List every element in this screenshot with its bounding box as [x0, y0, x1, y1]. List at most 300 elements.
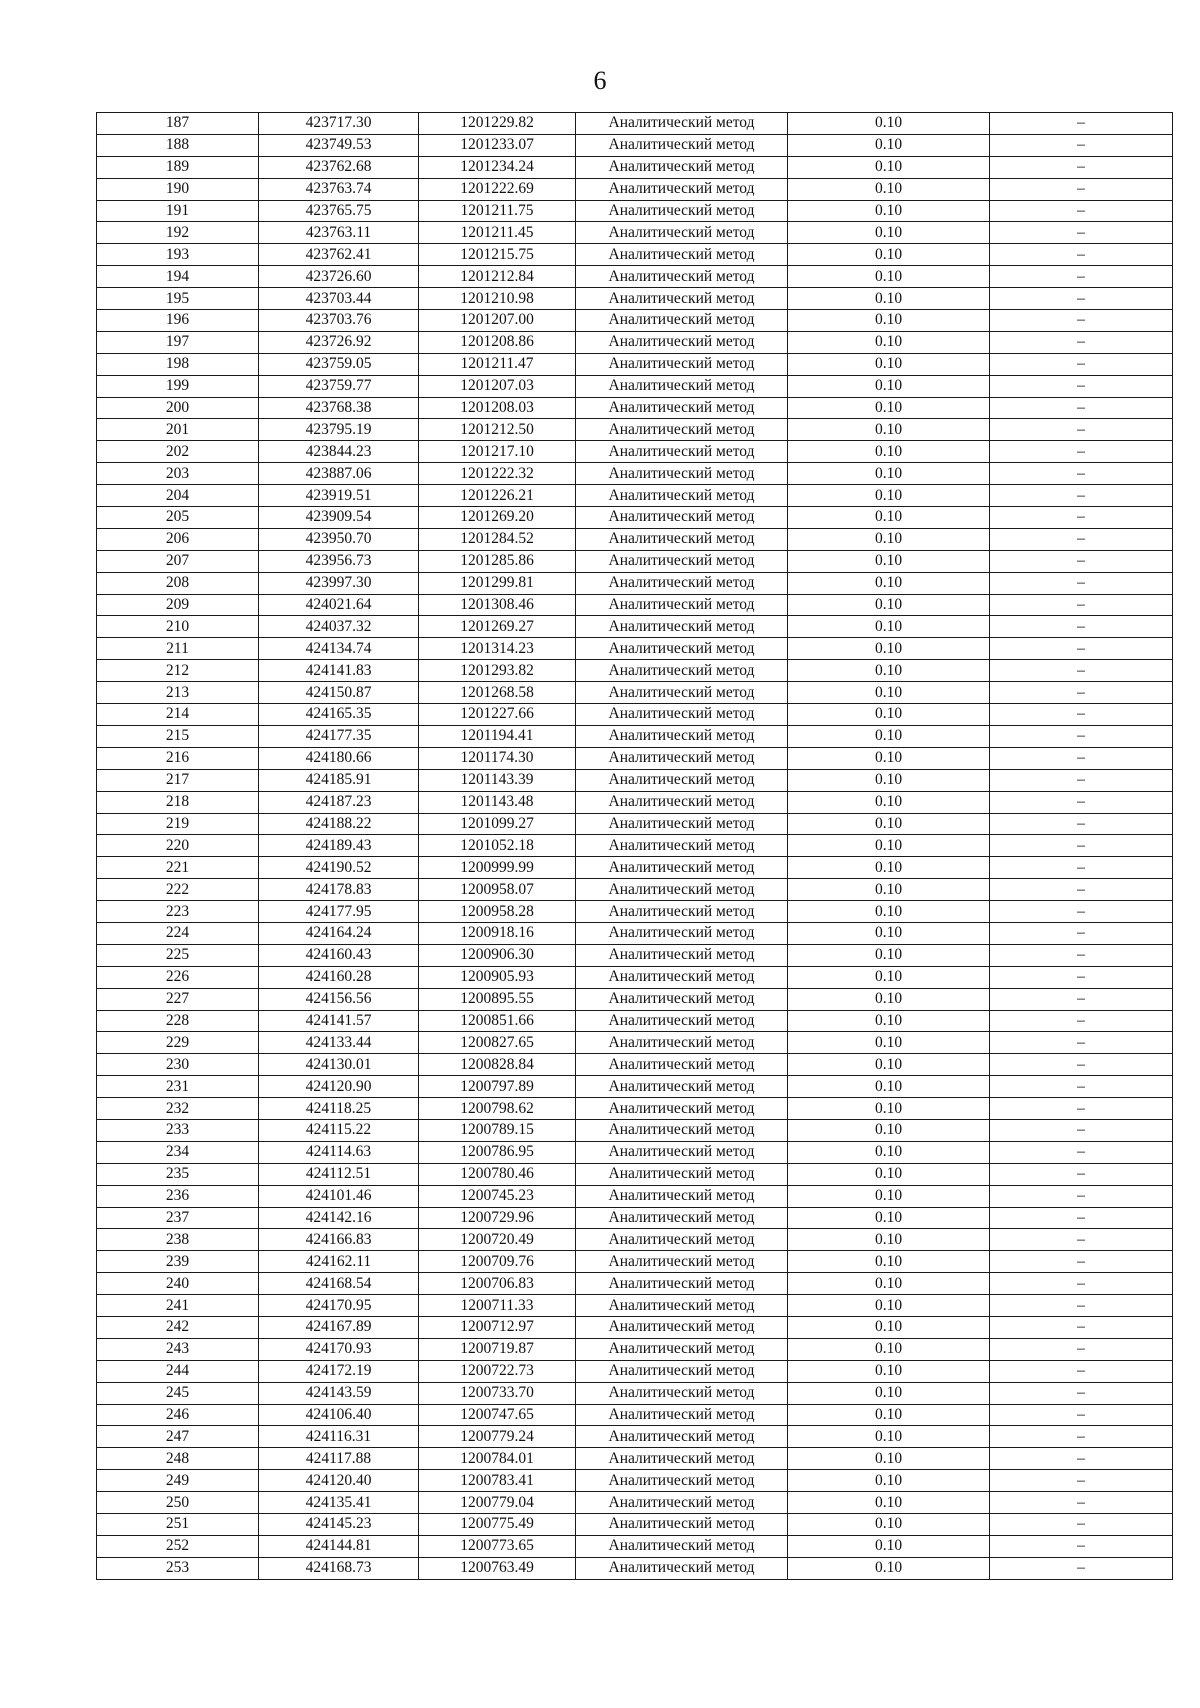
y-coordinate-cell: 1200828.84 — [419, 1054, 576, 1076]
table-row — [97, 682, 1173, 704]
y-coordinate-cell: 1201208.86 — [419, 331, 576, 353]
accuracy-cell: 0.10 — [788, 1448, 990, 1470]
accuracy-cell: 0.10 — [788, 572, 990, 594]
method-cell: Аналитический метод — [576, 397, 788, 419]
note-cell: – — [990, 1273, 1173, 1295]
method-cell: Аналитический метод — [576, 441, 788, 463]
y-coordinate-cell: 1200958.28 — [419, 901, 576, 923]
y-coordinate-cell: 1200763.49 — [419, 1557, 576, 1579]
x-coordinate-cell: 424180.66 — [259, 747, 419, 769]
x-coordinate-cell: 424160.43 — [259, 944, 419, 966]
y-coordinate-cell: 1200720.49 — [419, 1229, 576, 1251]
method-cell: Аналитический метод — [576, 572, 788, 594]
x-coordinate-cell: 424120.40 — [259, 1470, 419, 1492]
accuracy-cell: 0.10 — [788, 375, 990, 397]
method-cell: Аналитический метод — [576, 813, 788, 835]
point-number-cell: 228 — [97, 1010, 259, 1032]
table-row — [97, 310, 1173, 332]
table-row — [97, 507, 1173, 529]
point-number-cell: 236 — [97, 1185, 259, 1207]
y-coordinate-cell: 1201212.84 — [419, 266, 576, 288]
note-cell: – — [990, 988, 1173, 1010]
note-cell: – — [990, 222, 1173, 244]
accuracy-cell: 0.10 — [788, 1404, 990, 1426]
note-cell: – — [990, 507, 1173, 529]
note-cell: – — [990, 134, 1173, 156]
note-cell: – — [990, 353, 1173, 375]
point-number-cell: 204 — [97, 485, 259, 507]
method-cell: Аналитический метод — [576, 156, 788, 178]
accuracy-cell: 0.10 — [788, 791, 990, 813]
method-cell: Аналитический метод — [576, 638, 788, 660]
y-coordinate-cell: 1200918.16 — [419, 922, 576, 944]
method-cell: Аналитический метод — [576, 1514, 788, 1536]
note-cell: – — [990, 1229, 1173, 1251]
y-coordinate-cell: 1201210.98 — [419, 288, 576, 310]
accuracy-cell: 0.10 — [788, 266, 990, 288]
table-row — [97, 244, 1173, 266]
point-number-cell: 250 — [97, 1492, 259, 1514]
point-number-cell: 191 — [97, 200, 259, 222]
table-row — [97, 134, 1173, 156]
x-coordinate-cell: 424187.23 — [259, 791, 419, 813]
note-cell: – — [990, 1557, 1173, 1579]
accuracy-cell: 0.10 — [788, 901, 990, 923]
accuracy-cell: 0.10 — [788, 638, 990, 660]
x-coordinate-cell: 424142.16 — [259, 1207, 419, 1229]
y-coordinate-cell: 1201143.39 — [419, 769, 576, 791]
x-coordinate-cell: 423887.06 — [259, 463, 419, 485]
note-cell: – — [990, 1470, 1173, 1492]
accuracy-cell: 0.10 — [788, 1032, 990, 1054]
point-number-cell: 238 — [97, 1229, 259, 1251]
x-coordinate-cell: 424168.54 — [259, 1273, 419, 1295]
x-coordinate-cell: 424112.51 — [259, 1163, 419, 1185]
table-row — [97, 857, 1173, 879]
accuracy-cell: 0.10 — [788, 528, 990, 550]
note-cell: – — [990, 1185, 1173, 1207]
y-coordinate-cell: 1201211.75 — [419, 200, 576, 222]
accuracy-cell: 0.10 — [788, 1098, 990, 1120]
table-row — [97, 288, 1173, 310]
accuracy-cell: 0.10 — [788, 419, 990, 441]
x-coordinate-cell: 424150.87 — [259, 682, 419, 704]
note-cell: – — [990, 1338, 1173, 1360]
y-coordinate-cell: 1201222.69 — [419, 178, 576, 200]
x-coordinate-cell: 424116.31 — [259, 1426, 419, 1448]
y-coordinate-cell: 1201211.45 — [419, 222, 576, 244]
x-coordinate-cell: 424141.57 — [259, 1010, 419, 1032]
table-row — [97, 200, 1173, 222]
point-number-cell: 249 — [97, 1470, 259, 1492]
y-coordinate-cell: 1200729.96 — [419, 1207, 576, 1229]
y-coordinate-cell: 1200722.73 — [419, 1360, 576, 1382]
x-coordinate-cell: 423765.75 — [259, 200, 419, 222]
note-cell: – — [990, 704, 1173, 726]
point-number-cell: 214 — [97, 704, 259, 726]
method-cell: Аналитический метод — [576, 1251, 788, 1273]
x-coordinate-cell: 424164.24 — [259, 922, 419, 944]
accuracy-cell: 0.10 — [788, 1185, 990, 1207]
x-coordinate-cell: 424165.35 — [259, 704, 419, 726]
table-row — [97, 594, 1173, 616]
point-number-cell: 243 — [97, 1338, 259, 1360]
point-number-cell: 217 — [97, 769, 259, 791]
note-cell: – — [990, 1098, 1173, 1120]
table-row — [97, 1273, 1173, 1295]
point-number-cell: 188 — [97, 134, 259, 156]
point-number-cell: 197 — [97, 331, 259, 353]
accuracy-cell: 0.10 — [788, 485, 990, 507]
x-coordinate-cell: 423909.54 — [259, 507, 419, 529]
method-cell: Аналитический метод — [576, 244, 788, 266]
point-number-cell: 221 — [97, 857, 259, 879]
note-cell: – — [990, 1207, 1173, 1229]
accuracy-cell: 0.10 — [788, 156, 990, 178]
y-coordinate-cell: 1200733.70 — [419, 1382, 576, 1404]
coordinates-table — [96, 112, 1173, 1580]
x-coordinate-cell: 423763.11 — [259, 222, 419, 244]
y-coordinate-cell: 1200719.87 — [419, 1338, 576, 1360]
method-cell: Аналитический метод — [576, 1492, 788, 1514]
point-number-cell: 220 — [97, 835, 259, 857]
y-coordinate-cell: 1200999.99 — [419, 857, 576, 879]
x-coordinate-cell: 424172.19 — [259, 1360, 419, 1382]
method-cell: Аналитический метод — [576, 1535, 788, 1557]
point-number-cell: 222 — [97, 879, 259, 901]
table-row — [97, 375, 1173, 397]
method-cell: Аналитический метод — [576, 725, 788, 747]
point-number-cell: 202 — [97, 441, 259, 463]
note-cell: – — [990, 1010, 1173, 1032]
x-coordinate-cell: 424134.74 — [259, 638, 419, 660]
accuracy-cell: 0.10 — [788, 397, 990, 419]
table-row — [97, 988, 1173, 1010]
method-cell: Аналитический метод — [576, 353, 788, 375]
point-number-cell: 226 — [97, 966, 259, 988]
x-coordinate-cell: 424130.01 — [259, 1054, 419, 1076]
x-coordinate-cell: 424133.44 — [259, 1032, 419, 1054]
method-cell: Аналитический метод — [576, 857, 788, 879]
accuracy-cell: 0.10 — [788, 944, 990, 966]
x-coordinate-cell: 424143.59 — [259, 1382, 419, 1404]
table-row — [97, 1229, 1173, 1251]
y-coordinate-cell: 1200711.33 — [419, 1295, 576, 1317]
x-coordinate-cell: 423703.76 — [259, 310, 419, 332]
method-cell: Аналитический метод — [576, 310, 788, 332]
table-row — [97, 113, 1173, 135]
table-row — [97, 1404, 1173, 1426]
note-cell: – — [990, 1316, 1173, 1338]
x-coordinate-cell: 423762.41 — [259, 244, 419, 266]
accuracy-cell: 0.10 — [788, 879, 990, 901]
method-cell: Аналитический метод — [576, 1338, 788, 1360]
table-row — [97, 1514, 1173, 1536]
accuracy-cell: 0.10 — [788, 288, 990, 310]
note-cell: – — [990, 156, 1173, 178]
point-number-cell: 198 — [97, 353, 259, 375]
method-cell: Аналитический метод — [576, 178, 788, 200]
point-number-cell: 225 — [97, 944, 259, 966]
method-cell: Аналитический метод — [576, 922, 788, 944]
method-cell: Аналитический метод — [576, 594, 788, 616]
y-coordinate-cell: 1200784.01 — [419, 1448, 576, 1470]
method-cell: Аналитический метод — [576, 528, 788, 550]
y-coordinate-cell: 1201207.00 — [419, 310, 576, 332]
accuracy-cell: 0.10 — [788, 857, 990, 879]
accuracy-cell: 0.10 — [788, 222, 990, 244]
table-row — [97, 1251, 1173, 1273]
table-row — [97, 1426, 1173, 1448]
note-cell: – — [990, 769, 1173, 791]
y-coordinate-cell: 1200905.93 — [419, 966, 576, 988]
point-number-cell: 209 — [97, 594, 259, 616]
accuracy-cell: 0.10 — [788, 1316, 990, 1338]
y-coordinate-cell: 1200798.62 — [419, 1098, 576, 1120]
method-cell: Аналитический метод — [576, 375, 788, 397]
x-coordinate-cell: 423762.68 — [259, 156, 419, 178]
note-cell: – — [990, 528, 1173, 550]
point-number-cell: 240 — [97, 1273, 259, 1295]
y-coordinate-cell: 1201207.03 — [419, 375, 576, 397]
point-number-cell: 218 — [97, 791, 259, 813]
note-cell: – — [990, 1360, 1173, 1382]
note-cell: – — [990, 375, 1173, 397]
method-cell: Аналитический метод — [576, 682, 788, 704]
table-row — [97, 1338, 1173, 1360]
accuracy-cell: 0.10 — [788, 813, 990, 835]
note-cell: – — [990, 922, 1173, 944]
table-row — [97, 1185, 1173, 1207]
y-coordinate-cell: 1200775.49 — [419, 1514, 576, 1536]
method-cell: Аналитический метод — [576, 1470, 788, 1492]
table-row — [97, 1535, 1173, 1557]
note-cell: – — [990, 966, 1173, 988]
point-number-cell: 245 — [97, 1382, 259, 1404]
note-cell: – — [990, 310, 1173, 332]
method-cell: Аналитический метод — [576, 1382, 788, 1404]
point-number-cell: 246 — [97, 1404, 259, 1426]
note-cell: – — [990, 550, 1173, 572]
y-coordinate-cell: 1200747.65 — [419, 1404, 576, 1426]
x-coordinate-cell: 424162.11 — [259, 1251, 419, 1273]
coordinates-table-body — [97, 113, 1173, 1580]
method-cell: Аналитический метод — [576, 1273, 788, 1295]
method-cell: Аналитический метод — [576, 1010, 788, 1032]
x-coordinate-cell: 424145.23 — [259, 1514, 419, 1536]
x-coordinate-cell: 424106.40 — [259, 1404, 419, 1426]
table-row — [97, 835, 1173, 857]
x-coordinate-cell: 424101.46 — [259, 1185, 419, 1207]
note-cell: – — [990, 1448, 1173, 1470]
y-coordinate-cell: 1200780.46 — [419, 1163, 576, 1185]
point-number-cell: 193 — [97, 244, 259, 266]
accuracy-cell: 0.10 — [788, 1492, 990, 1514]
table-row — [97, 222, 1173, 244]
page-number: 6 — [593, 66, 607, 95]
note-cell: – — [990, 813, 1173, 835]
accuracy-cell: 0.10 — [788, 507, 990, 529]
point-number-cell: 190 — [97, 178, 259, 200]
table-row — [97, 1119, 1173, 1141]
method-cell: Аналитический метод — [576, 1163, 788, 1185]
table-row — [97, 528, 1173, 550]
note-cell: – — [990, 397, 1173, 419]
method-cell: Аналитический метод — [576, 550, 788, 572]
method-cell: Аналитический метод — [576, 1295, 788, 1317]
note-cell: – — [990, 944, 1173, 966]
method-cell: Аналитический метод — [576, 1119, 788, 1141]
x-coordinate-cell: 423726.92 — [259, 331, 419, 353]
y-coordinate-cell: 1201227.66 — [419, 704, 576, 726]
note-cell: – — [990, 1054, 1173, 1076]
note-cell: – — [990, 1119, 1173, 1141]
method-cell: Аналитический метод — [576, 988, 788, 1010]
note-cell: – — [990, 1251, 1173, 1273]
table-row — [97, 1492, 1173, 1514]
method-cell: Аналитический метод — [576, 769, 788, 791]
note-cell: – — [990, 1163, 1173, 1185]
y-coordinate-cell: 1200786.95 — [419, 1141, 576, 1163]
accuracy-cell: 0.10 — [788, 769, 990, 791]
method-cell: Аналитический метод — [576, 901, 788, 923]
x-coordinate-cell: 424170.93 — [259, 1338, 419, 1360]
table-row — [97, 353, 1173, 375]
accuracy-cell: 0.10 — [788, 178, 990, 200]
note-cell: – — [990, 331, 1173, 353]
y-coordinate-cell: 1200779.24 — [419, 1426, 576, 1448]
accuracy-cell: 0.10 — [788, 725, 990, 747]
point-number-cell: 203 — [97, 463, 259, 485]
table-row — [97, 1557, 1173, 1579]
accuracy-cell: 0.10 — [788, 704, 990, 726]
point-number-cell: 253 — [97, 1557, 259, 1579]
x-coordinate-cell: 424120.90 — [259, 1076, 419, 1098]
table-row — [97, 747, 1173, 769]
note-cell: – — [990, 1076, 1173, 1098]
method-cell: Аналитический метод — [576, 1426, 788, 1448]
accuracy-cell: 0.10 — [788, 1207, 990, 1229]
x-coordinate-cell: 423919.51 — [259, 485, 419, 507]
point-number-cell: 227 — [97, 988, 259, 1010]
point-number-cell: 189 — [97, 156, 259, 178]
x-coordinate-cell: 424135.41 — [259, 1492, 419, 1514]
point-number-cell: 237 — [97, 1207, 259, 1229]
x-coordinate-cell: 424188.22 — [259, 813, 419, 835]
accuracy-cell: 0.10 — [788, 244, 990, 266]
note-cell: – — [990, 463, 1173, 485]
x-coordinate-cell: 424189.43 — [259, 835, 419, 857]
method-cell: Аналитический метод — [576, 1141, 788, 1163]
table-row — [97, 572, 1173, 594]
table-row — [97, 879, 1173, 901]
note-cell: – — [990, 747, 1173, 769]
y-coordinate-cell: 1201269.20 — [419, 507, 576, 529]
note-cell: – — [990, 113, 1173, 135]
y-coordinate-cell: 1200789.15 — [419, 1119, 576, 1141]
point-number-cell: 199 — [97, 375, 259, 397]
note-cell: – — [990, 485, 1173, 507]
x-coordinate-cell: 424156.56 — [259, 988, 419, 1010]
point-number-cell: 194 — [97, 266, 259, 288]
method-cell: Аналитический метод — [576, 288, 788, 310]
table-row — [97, 1163, 1173, 1185]
point-number-cell: 211 — [97, 638, 259, 660]
method-cell: Аналитический метод — [576, 1360, 788, 1382]
method-cell: Аналитический метод — [576, 879, 788, 901]
method-cell: Аналитический метод — [576, 704, 788, 726]
point-number-cell: 234 — [97, 1141, 259, 1163]
y-coordinate-cell: 1200851.66 — [419, 1010, 576, 1032]
y-coordinate-cell: 1201099.27 — [419, 813, 576, 835]
note-cell: – — [990, 572, 1173, 594]
method-cell: Аналитический метод — [576, 966, 788, 988]
accuracy-cell: 0.10 — [788, 1141, 990, 1163]
accuracy-cell: 0.10 — [788, 1295, 990, 1317]
method-cell: Аналитический метод — [576, 222, 788, 244]
y-coordinate-cell: 1200779.04 — [419, 1492, 576, 1514]
accuracy-cell: 0.10 — [788, 200, 990, 222]
point-number-cell: 252 — [97, 1535, 259, 1557]
point-number-cell: 206 — [97, 528, 259, 550]
note-cell: – — [990, 857, 1173, 879]
x-coordinate-cell: 423726.60 — [259, 266, 419, 288]
y-coordinate-cell: 1201299.81 — [419, 572, 576, 594]
table-row — [97, 331, 1173, 353]
accuracy-cell: 0.10 — [788, 1163, 990, 1185]
accuracy-cell: 0.10 — [788, 966, 990, 988]
method-cell: Аналитический метод — [576, 1229, 788, 1251]
note-cell: – — [990, 1492, 1173, 1514]
table-row — [97, 944, 1173, 966]
note-cell: – — [990, 616, 1173, 638]
point-number-cell: 233 — [97, 1119, 259, 1141]
x-coordinate-cell: 424021.64 — [259, 594, 419, 616]
accuracy-cell: 0.10 — [788, 1382, 990, 1404]
point-number-cell: 231 — [97, 1076, 259, 1098]
table-row — [97, 660, 1173, 682]
point-number-cell: 224 — [97, 922, 259, 944]
note-cell: – — [990, 1404, 1173, 1426]
y-coordinate-cell: 1201226.21 — [419, 485, 576, 507]
x-coordinate-cell: 424141.83 — [259, 660, 419, 682]
x-coordinate-cell: 424118.25 — [259, 1098, 419, 1120]
point-number-cell: 232 — [97, 1098, 259, 1120]
table-row — [97, 791, 1173, 813]
point-number-cell: 239 — [97, 1251, 259, 1273]
accuracy-cell: 0.10 — [788, 1470, 990, 1492]
accuracy-cell: 0.10 — [788, 1251, 990, 1273]
accuracy-cell: 0.10 — [788, 441, 990, 463]
accuracy-cell: 0.10 — [788, 988, 990, 1010]
y-coordinate-cell: 1201212.50 — [419, 419, 576, 441]
x-coordinate-cell: 423703.44 — [259, 288, 419, 310]
method-cell: Аналитический метод — [576, 1032, 788, 1054]
y-coordinate-cell: 1200797.89 — [419, 1076, 576, 1098]
x-coordinate-cell: 424167.89 — [259, 1316, 419, 1338]
accuracy-cell: 0.10 — [788, 331, 990, 353]
note-cell: – — [990, 594, 1173, 616]
note-cell: – — [990, 178, 1173, 200]
x-coordinate-cell: 424117.88 — [259, 1448, 419, 1470]
x-coordinate-cell: 424115.22 — [259, 1119, 419, 1141]
accuracy-cell: 0.10 — [788, 1535, 990, 1557]
point-number-cell: 251 — [97, 1514, 259, 1536]
note-cell: – — [990, 835, 1173, 857]
method-cell: Аналитический метод — [576, 616, 788, 638]
x-coordinate-cell: 423749.53 — [259, 134, 419, 156]
x-coordinate-cell: 424144.81 — [259, 1535, 419, 1557]
